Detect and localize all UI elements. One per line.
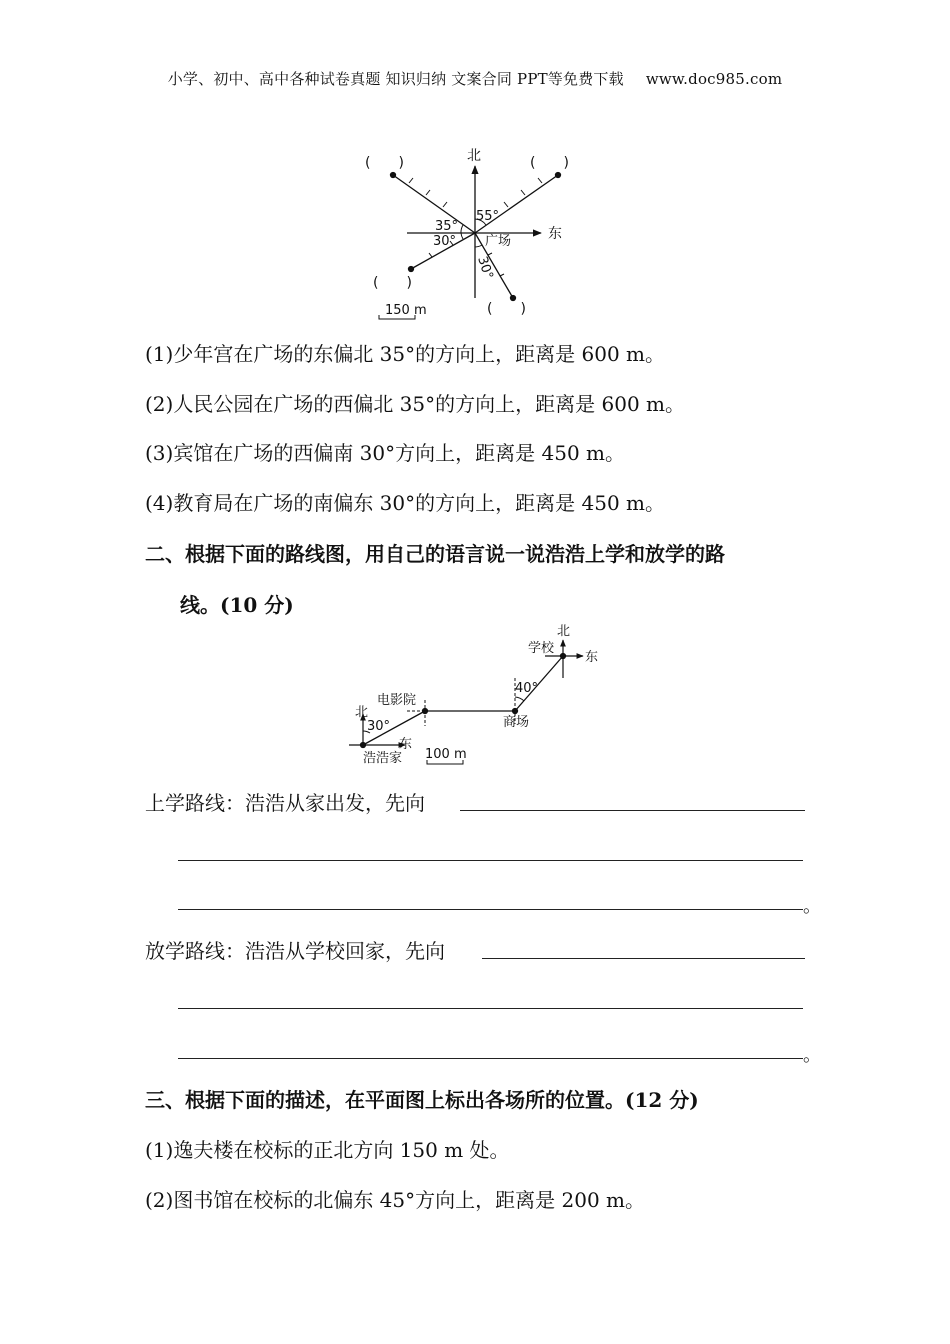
home-label: 浩浩家	[363, 751, 403, 766]
route-back-label: 放学路线：浩浩从学校回家，先向	[145, 939, 445, 963]
answer-1: (1)少年宫在广场的东偏北 35°的方向上，距离是 600 m。	[145, 342, 665, 366]
section3-item-1: (1)逸夫楼在校标的正北方向 150 m 处。	[145, 1138, 510, 1162]
route-up-label: 上学路线：浩浩从家出发，先向	[145, 791, 425, 815]
angle-30-south: 30°	[474, 254, 496, 282]
route-up-blank-2[interactable]	[178, 860, 803, 861]
scale-label: 150 m	[385, 303, 427, 318]
ray-nw	[393, 175, 475, 233]
blank-nw: ( )	[365, 155, 404, 171]
route-back-period: 。	[803, 1045, 821, 1066]
section2-title-line2: 线。(10 分)	[180, 593, 294, 617]
header-text: 小学、初中、高中各种试卷真题 知识归纳 文案合同 PPT等免费下载	[167, 70, 624, 88]
section3-title: 三、根据下面的描述，在平面图上标出各场所的位置。(12 分)	[145, 1088, 699, 1112]
section2-title-line1: 二、根据下面的路线图，用自己的语言说一说浩浩上学和放学的路	[145, 542, 725, 566]
page-header	[0, 68, 950, 89]
blank-ne: ( )	[530, 155, 569, 171]
route-back-blank-1[interactable]	[482, 958, 805, 959]
answer-2: (2)人民公园在广场的西偏北 35°的方向上，距离是 600 m。	[145, 392, 685, 416]
home-north-label: 北	[355, 705, 369, 720]
school-north-label: 北	[557, 624, 571, 639]
blank-sw: ( )	[373, 275, 412, 291]
angle-35: 35°	[435, 219, 459, 234]
angle-mall-label: 40°	[515, 681, 539, 696]
blank-se: ( )	[487, 301, 526, 317]
east-label: 东	[548, 226, 562, 242]
answer-3: (3)宾馆在广场的西偏南 30°方向上，距离是 450 m。	[145, 441, 625, 465]
route-back-blank-3[interactable]	[178, 1058, 803, 1059]
route-back-blank-2[interactable]	[178, 1008, 803, 1009]
answer-4: (4)教育局在广场的南偏东 30°的方向上，距离是 450 m。	[145, 491, 665, 515]
north-label: 北	[467, 148, 481, 164]
direction-diagram	[355, 140, 595, 325]
home-east-label: 东	[399, 737, 413, 752]
angle-home-label: 30°	[367, 719, 391, 734]
scale-label-2: 100 m	[425, 747, 467, 762]
school-label: 学校	[528, 641, 555, 656]
school-east-label: 东	[585, 650, 599, 665]
center-label: 广场	[485, 234, 512, 249]
route-up-period: 。	[803, 896, 821, 917]
ray-ne	[475, 175, 558, 233]
header-site: www.doc985.com	[645, 70, 783, 88]
route-up-blank-1[interactable]	[460, 810, 805, 811]
angle-30-west: 30°	[433, 234, 457, 249]
section3-item-2: (2)图书馆在校标的北偏东 45°方向上，距离是 200 m。	[145, 1188, 645, 1212]
mall-label: 商场	[503, 715, 530, 730]
cinema-label: 电影院	[377, 693, 417, 708]
route-map	[345, 618, 615, 770]
route-up-blank-3[interactable]	[178, 909, 803, 910]
angle-55: 55°	[476, 209, 500, 224]
